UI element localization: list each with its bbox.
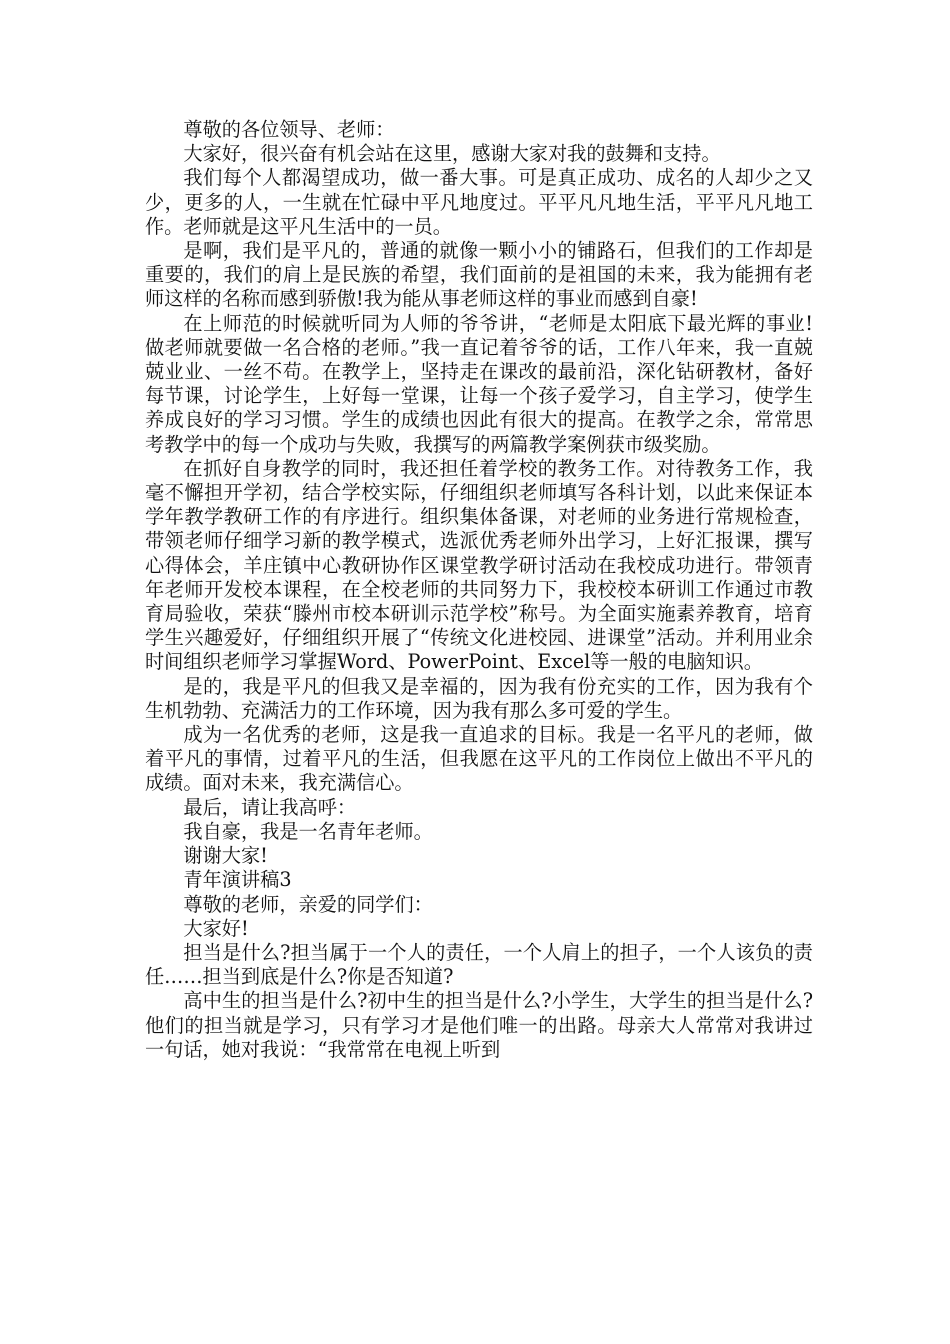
paragraph-happiness: 是的，我是平凡的但我又是幸福的，因为我有份充实的工作，因为我有个生机勃勃、充满活力的工作环境，因为我有那么多可爱的学生。 xyxy=(145,674,813,722)
paragraph-success: 我们每个人都渴望成功，做一番大事。可是真正成功、成名的人却少之又少，更多的人，一生就在忙碌中平凡地度过。平平凡凡地生活，平平凡凡地工作。老师就是这平凡生活中的一员。 xyxy=(145,166,813,238)
paragraph-goal: 成为一名优秀的老师，这是我一直追求的目标。我是一名平凡的老师，做着平凡的事情，过着平凡的生活，但我愿在这平凡的工作岗位上做出不平凡的成绩。面对未来，我充满信心。 xyxy=(145,723,813,795)
paragraph-hello: 大家好，很兴奋有机会站在这里，感谢大家对我的鼓舞和支持。 xyxy=(183,142,721,166)
paragraph-ordinary: 是啊，我们是平凡的，普通的就像一颗小小的铺路石，但我们的工作却是重要的，我们的肩上是民族的希望，我们面前的是祖国的未来，我为能拥有老师这样的名称而感到骄傲!我为能从事老师这样的事业而感到自豪! xyxy=(145,239,813,311)
paragraph-greeting: 尊敬的各位领导、老师： xyxy=(183,118,395,141)
document-page xyxy=(145,118,813,1062)
paragraph-proud: 我自豪，我是一名青年老师。 xyxy=(183,819,433,843)
paragraph-hello-2: 大家好! xyxy=(183,916,249,940)
paragraph-thanks: 谢谢大家! xyxy=(183,844,268,868)
section-title: 青年演讲稿3 xyxy=(183,868,292,892)
paragraph-academic-affairs: 在抓好自身教学的同时，我还担任着学校的教务工作。对待教务工作，我毫不懈担开学初，结合学校实际，仔细组织老师填写各科计划，以此来保证本学年教学教研工作的有序进行。组织集体备课，对老师的业务进行常规检查，带领老师仔细学习新的教学模式，选派优秀老师外出学习，上好汇报课，撰写心得体会，羊庄镇中心教研协作区课堂教学研讨活动在我校成功进行。带领青年老师开发校本课程，在全校老师的共同努力下，我校校本研训工作通过市教育局验收，荣获“滕州市校本研训示范学校”称号。为全面实施素养教育，培育学生兴趣爱好，仔细组织开展了“传统文化进校园、进课堂”活动。并利用业余时间组织老师学习掌握Word、PowerPoint、Excel等一般的电脑知识。 xyxy=(145,456,813,674)
paragraph-responsibility: 担当是什么?担当属于一个人的责任，一个人肩上的担子，一个人该负的责任……担当到底是什么?你是否知道? xyxy=(145,940,813,989)
paragraph-students: 高中生的担当是什么?初中生的担当是什么?小学生，大学生的担当是什么?他们的担当就是学习，只有学习才是他们唯一的出路。母亲大人常常对我讲过一句话，她对我说：“我常常在电视上听到 xyxy=(145,989,813,1061)
paragraph-grandfather: 在上师范的时候就听同为人师的爷爷讲，“老师是太阳底下最光辉的事业!做老师就要做一名合格的老师。”我一直记着爷爷的话，工作八年来，我一直兢兢业业、一丝不苟。在教学上，坚持走在课改的最前沿，深化钻研教材，备好每节课，讨论学生，上好每一堂课，让每一个孩子爱学习，自主学习，使学生养成良好的学习习惯。学生的成绩也因此有很大的提高。在教学之余，常常思考教学中的每一个成功与失败，我撰写的两篇教学案例获市级奖励。 xyxy=(145,311,813,456)
paragraph-finally: 最后，请让我高呼： xyxy=(183,795,357,819)
paragraph-greeting-2: 尊敬的老师，亲爱的同学们： xyxy=(183,892,433,916)
